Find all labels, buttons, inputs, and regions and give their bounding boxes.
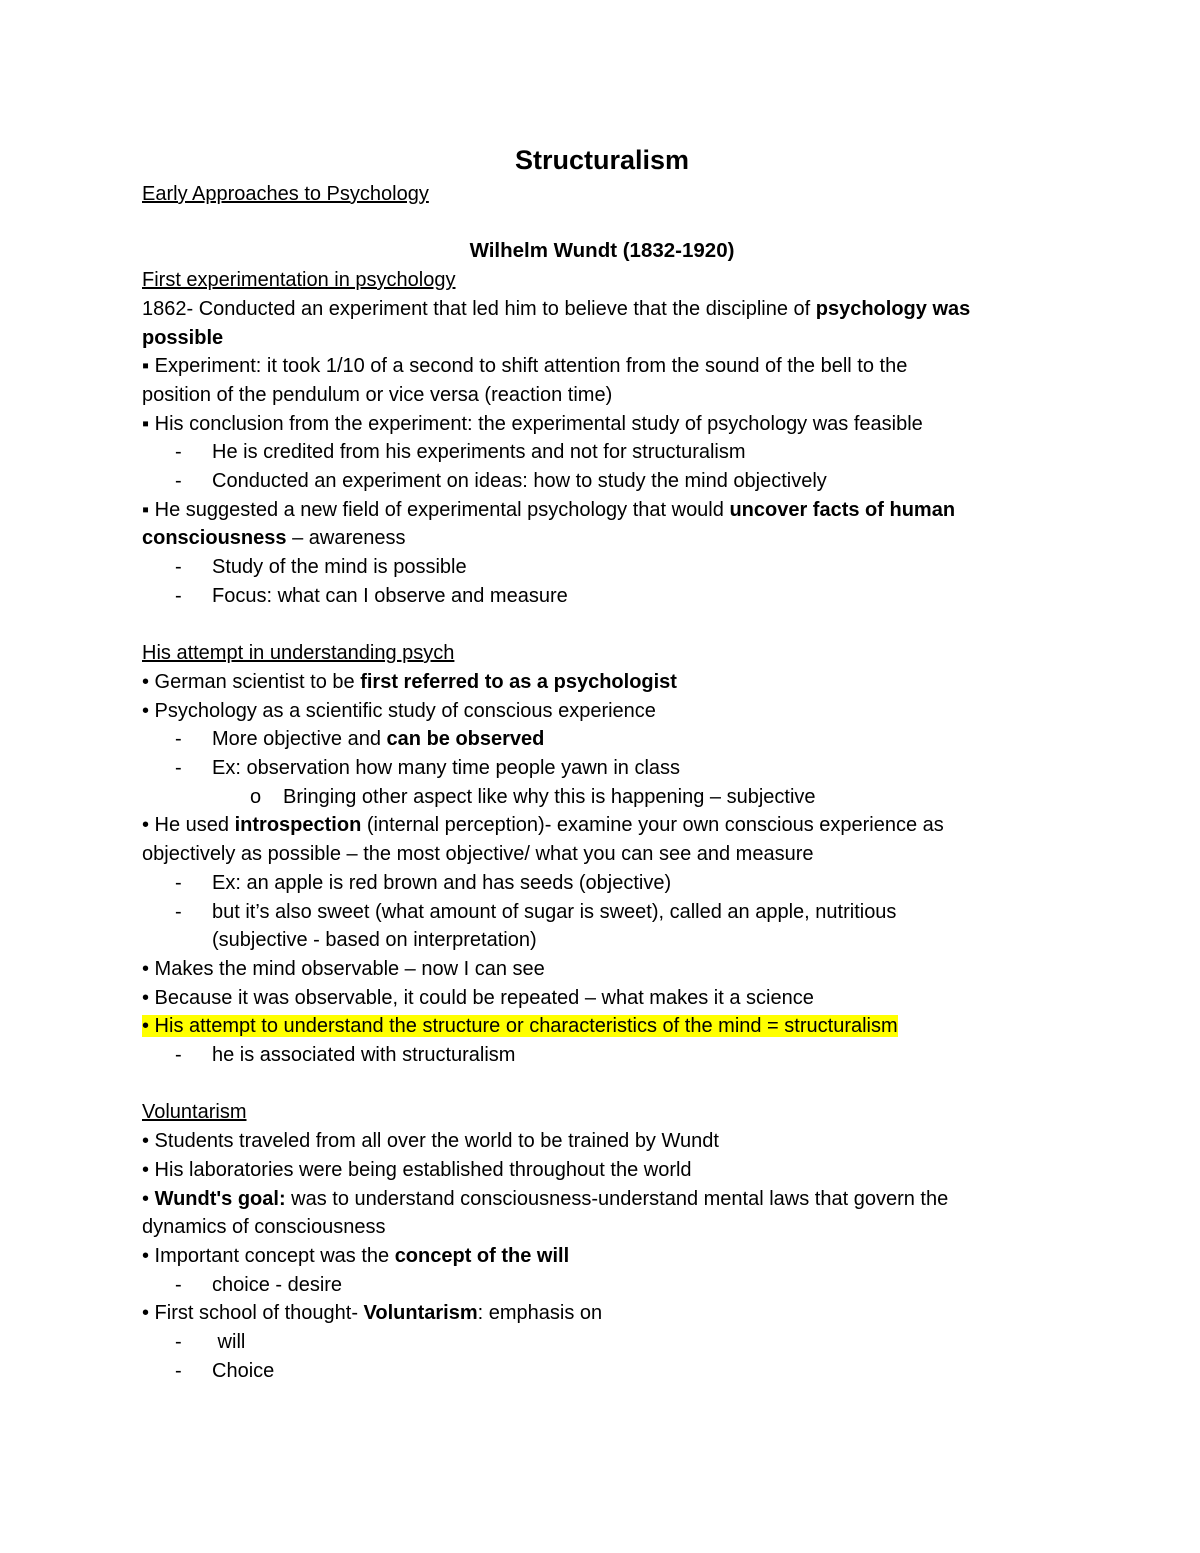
- dash-item: [142, 898, 1062, 927]
- dash-text: More objective and: [212, 728, 387, 751]
- bold-run: concept of the will: [394, 1244, 570, 1267]
- text-run: • Important concept was the: [142, 1244, 395, 1267]
- blank-line: [142, 1070, 1062, 1099]
- text-run: was to understand consciousness-understand mental laws that govern the: [285, 1187, 949, 1210]
- dash-marker: -: [175, 900, 182, 923]
- attempt-heading: His attempt in understanding psych: [142, 642, 455, 665]
- bullet-suggestion-cont: [142, 524, 1062, 553]
- dash-item: [142, 582, 1062, 611]
- bullet-item: [142, 1185, 1062, 1214]
- bullet-item: • Because it was observable, it could be repeated – what makes it a science: [142, 986, 814, 1009]
- dash-item: [142, 754, 1062, 783]
- dash-item: [142, 1357, 1062, 1386]
- bold-run: can be observed: [386, 728, 545, 751]
- dash-item: [142, 467, 1062, 496]
- text-run: – awareness: [286, 527, 406, 550]
- bold-run: consciousness: [142, 527, 287, 550]
- highlighted-bullet: [142, 1012, 1062, 1041]
- bullet-experiment: ▪ Experiment: it took 1/10 of a second to shift attention from the sound of the bell to the: [142, 355, 908, 378]
- dash-item: [142, 1041, 1062, 1070]
- bullet-item: [142, 1242, 1062, 1271]
- dash-marker: -: [175, 1273, 182, 1296]
- first-exp-paragraph-cont: possible: [142, 326, 224, 349]
- bullet-item: [142, 1299, 1062, 1328]
- bold-run: introspection: [234, 814, 362, 837]
- first-exp-paragraph: [142, 295, 1062, 324]
- bullet-suggestion: [142, 496, 1062, 525]
- highlighted-text: • His attempt to understand the structure or characteristics of the mind = structuralism: [142, 1015, 898, 1038]
- text-run: • German scientist to be: [142, 670, 361, 693]
- dash-text: He is credited from his experiments and not for structuralism: [212, 441, 746, 464]
- bullet-item: • Makes the mind observable – now I can see: [142, 957, 545, 980]
- text-run: •: [142, 1187, 155, 1210]
- dash-text: Ex: an apple is red brown and has seeds (objective): [212, 871, 672, 894]
- bullet-experiment-cont: position of the pendulum or vice versa (reaction time): [142, 383, 613, 406]
- bold-run: Wundt's goal:: [154, 1187, 286, 1210]
- document-page: [142, 140, 1062, 1385]
- dash-item: [142, 725, 1062, 754]
- dash-item: [142, 438, 1062, 467]
- dash-text: but it’s also sweet (what amount of sugar is sweet), called an apple, nutritious: [212, 900, 897, 923]
- section-intro-heading: Early Approaches to Psychology: [142, 183, 429, 205]
- dash-marker: -: [175, 728, 182, 751]
- dash-text: Ex: observation how many time people yawn in class: [212, 757, 681, 780]
- dash-text: Conducted an experiment on ideas: how to study the mind objectively: [212, 470, 827, 493]
- text-run: : emphasis on: [477, 1302, 603, 1325]
- bold-run: Voluntarism: [363, 1302, 478, 1325]
- dash-marker: -: [175, 1359, 182, 1382]
- bold-run: uncover facts of human: [729, 498, 956, 521]
- bullet-item-cont: objectively as possible – the most objective/ what you can see and measure: [142, 843, 814, 866]
- dash-item: [142, 1328, 1062, 1357]
- bullet-item: [142, 668, 1062, 697]
- text-run: (internal perception)- examine your own conscious experience as: [361, 814, 944, 837]
- dash-marker: -: [175, 441, 182, 464]
- dash-text: (subjective - based on interpretation): [212, 929, 537, 952]
- dash-text: Choice: [212, 1359, 275, 1382]
- bullet-item: • His laboratories were being established throughout the world: [142, 1158, 692, 1181]
- circle-item: [142, 783, 1062, 812]
- dash-item: [142, 553, 1062, 582]
- page-title: Structuralism: [514, 145, 690, 175]
- text-run: • He used: [142, 814, 235, 837]
- text-run: ▪ He suggested a new field of experimental psychology that would: [142, 498, 730, 521]
- dash-text: Study of the mind is possible: [212, 556, 467, 579]
- bullet-item-cont: dynamics of consciousness: [142, 1216, 386, 1239]
- dash-text: will: [212, 1331, 246, 1354]
- dash-item: [142, 1271, 1062, 1300]
- voluntarism-heading: Voluntarism: [142, 1101, 247, 1124]
- blank-line: [142, 209, 1062, 238]
- bold-run: psychology was: [815, 297, 971, 320]
- dash-text: choice - desire: [212, 1273, 343, 1296]
- dash-marker: -: [175, 871, 182, 894]
- dash-item-cont: [142, 926, 1062, 955]
- bullet-conclusion: ▪ His conclusion from the experiment: the experimental study of psychology was feasible: [142, 412, 923, 435]
- dash-text: Focus: what can I observe and measure: [212, 584, 568, 607]
- bullet-item: • Psychology as a scientific study of conscious experience: [142, 699, 656, 722]
- blank-line: [142, 611, 1062, 640]
- circle-text: Bringing other aspect like why this is happening – subjective: [283, 785, 816, 808]
- bullet-item: [142, 811, 1062, 840]
- bullet-item: • Students traveled from all over the world to be trained by Wundt: [142, 1130, 719, 1153]
- bold-run: first referred to as a psychologist: [360, 670, 677, 693]
- dash-marker: -: [175, 1044, 182, 1067]
- dash-item: [142, 869, 1062, 898]
- text-run: • First school of thought-: [142, 1302, 364, 1325]
- dash-marker: -: [175, 584, 182, 607]
- circle-marker: o: [250, 785, 262, 808]
- dash-marker: -: [175, 556, 182, 579]
- text-run: 1862- Conducted an experiment that led him to believe that the discipline of: [142, 297, 816, 320]
- dash-marker: -: [175, 757, 182, 780]
- person-heading: Wilhelm Wundt (1832-1920): [469, 239, 735, 263]
- first-exp-heading: First experimentation in psychology: [142, 269, 456, 292]
- dash-marker: -: [175, 470, 182, 493]
- dash-text: he is associated with structuralism: [212, 1044, 516, 1067]
- dash-marker: -: [175, 1331, 182, 1354]
